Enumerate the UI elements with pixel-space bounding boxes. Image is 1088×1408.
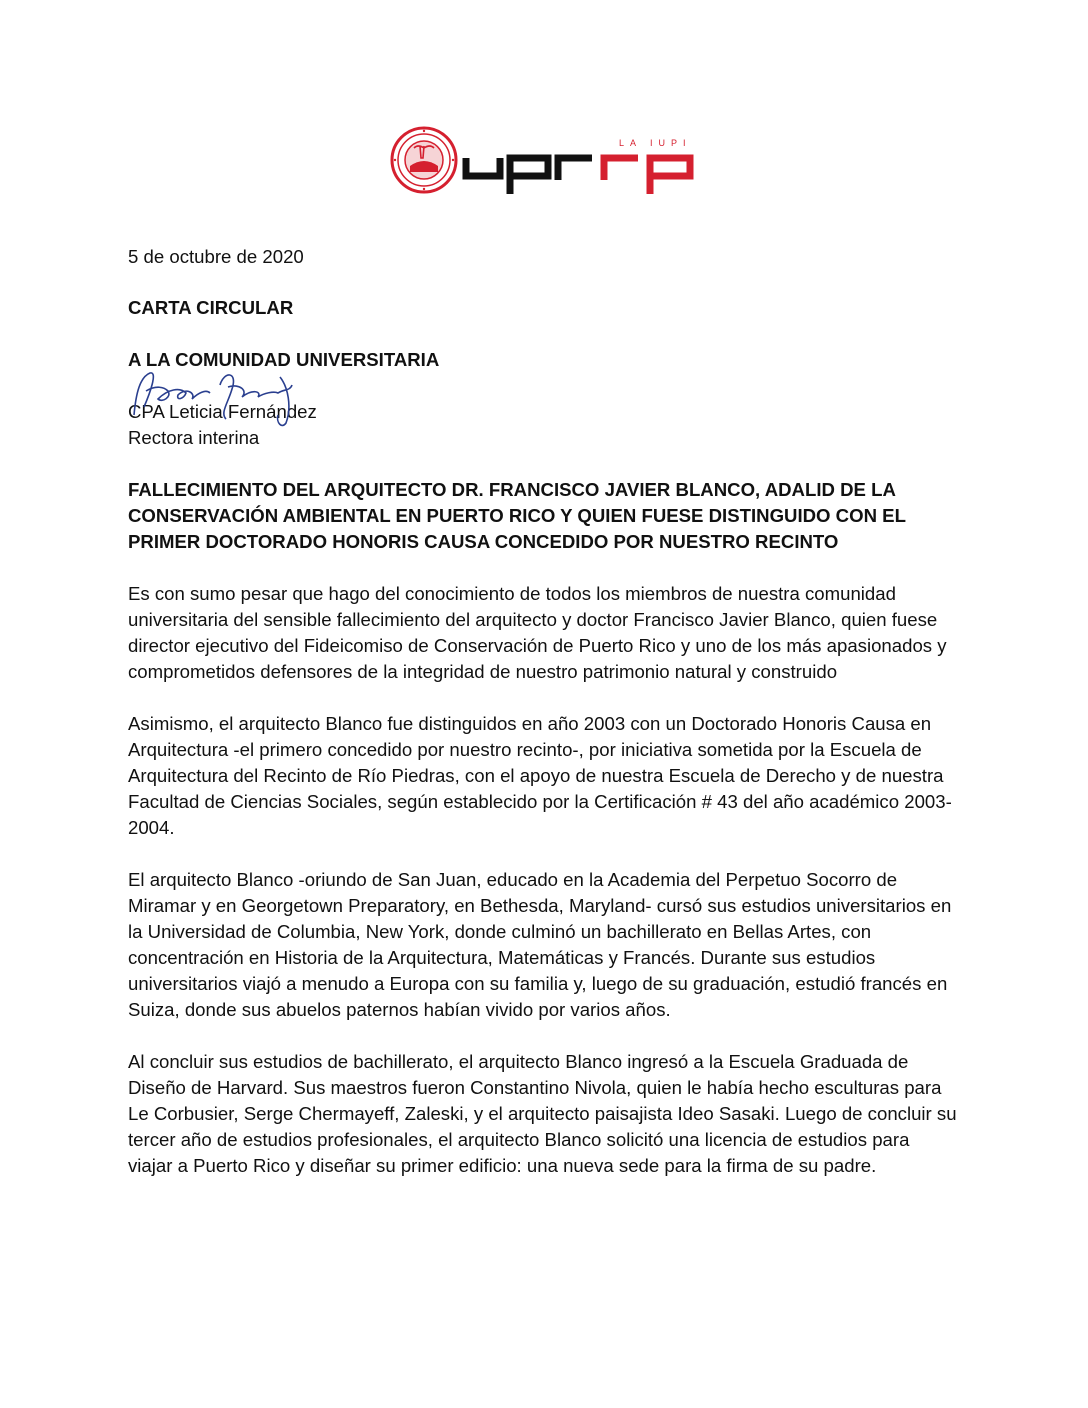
letter-subject: FALLECIMIENTO DEL ARQUITECTO DR. FRANCISCO JAVIER BLANCO, ADALID DE LA CONSERVACIÓN AMBIENTAL EN PUERTO RICO Y QUIEN FUESE DISTINGUIDO CON EL PRIMER DOCTORADO HONORIS CAUSA CONCEDIDO POR NUESTRO RECINTO [128, 479, 906, 552]
paragraph-3: El arquitecto Blanco -oriundo de San Juan, educado en la Academia del Perpetuo Socorro de Miramar y en Georgetown Preparatory, en Bethesda, Maryland- cursó sus estudios universitarios en la Universidad de Columbia, New York, donde culminó un bachillerato en Bellas Artes, con concentración en Historia de la Arquitectura, Matemáticas y Francés. Durante sus estudios universitarios viajó a menudo a Europa con su familia y, luego de su graduación, estudió francés en Suiza, donde sus abuelos paternos habían vivido por varios años. [128, 869, 952, 1020]
letter-addressee: A LA COMUNIDAD UNIVERSITARIA [128, 349, 440, 370]
letter-body [128, 244, 958, 1205]
uprrp-logo [390, 124, 700, 194]
letter-type: CARTA CIRCULAR [128, 297, 294, 318]
paragraph-4: Al concluir sus estudios de bachillerato, el arquitecto Blanco ingresó a la Escuela Graduada de Diseño de Harvard. Sus maestros fueron Constantino Nivola, quien le había hecho esculturas para Le Corbusier, Serge Chermayeff, Zaleski, y el arquitecto paisajista Ideo Sasaki. Luego de concluir su tercer año de estudios profesionales, el arquitecto Blanco solicitó una licencia de estudios para viajar a Puerto Rico y diseñar su primer edificio: una nueva sede para la firma de su padre. [128, 1051, 957, 1176]
svg-text:LA IUPI: LA IUPI [619, 138, 692, 148]
sender-name: CPA Leticia Fernández [128, 401, 317, 422]
sender-title: Rectora interina [128, 427, 260, 448]
paragraph-1: Es con sumo pesar que hago del conocimiento de todos los miembros de nuestra comunidad universitaria del sensible fallecimiento del arquitecto y doctor Francisco Javier Blanco, quien fuese director ejecutivo del Fideicomiso de Conservación de Puerto Rico y uno de los más apasionados y comprometidos defensores de la integridad de nuestro patrimonio natural y construido [128, 583, 947, 682]
uprrp-wordmark [462, 136, 698, 194]
university-seal-icon [390, 126, 458, 194]
sender-block [128, 399, 958, 451]
paragraph-2: Asimismo, el arquitecto Blanco fue distinguidos en año 2003 con un Doctorado Honoris Causa en Arquitectura -el primero concedido por nuestro recinto-, por iniciativa sometida por la Escuela de Arquitectura del Recinto de Río Piedras, con el apoyo de nuestra Escuela de Derecho y de nuestra Facultad de Ciencias Sociales, según establecido por la Certificación # 43 del año académico 2003-2004. [128, 713, 952, 838]
letter-date: 5 de octubre de 2020 [128, 246, 304, 267]
